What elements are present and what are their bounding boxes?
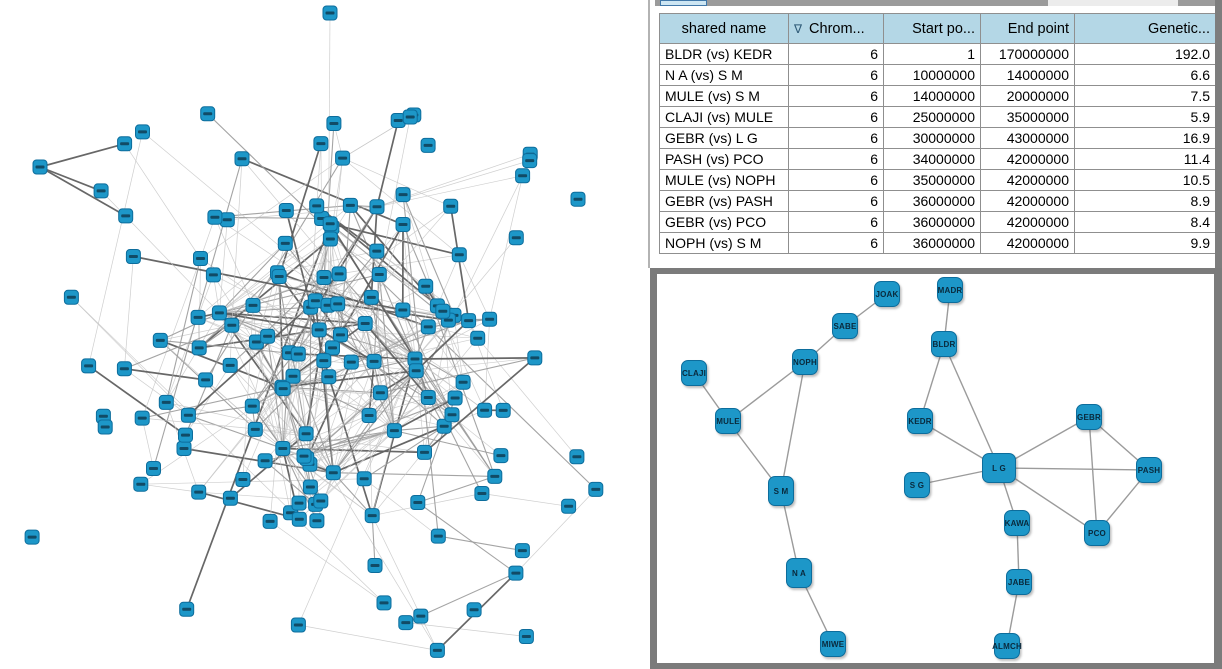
node-label-glyph <box>499 409 508 412</box>
node-label-glyph <box>424 325 433 328</box>
table-cell[interactable]: CLAJI (vs) MULE <box>660 107 789 128</box>
node-label-glyph <box>438 310 447 313</box>
node-label-glyph <box>279 387 288 390</box>
network-edge[interactable] <box>188 415 282 448</box>
table-cell[interactable]: 6 <box>789 44 884 65</box>
table-cell[interactable]: 42000000 <box>981 170 1075 191</box>
node-label-glyph <box>101 426 110 429</box>
node-label-glyph <box>424 396 433 399</box>
column-header-label: End point <box>1007 20 1069 37</box>
table-cell[interactable]: 25000000 <box>884 107 981 128</box>
node-label-glyph <box>574 198 583 201</box>
node-label-glyph <box>238 478 247 481</box>
table-header-row <box>660 14 1216 44</box>
node-label-glyph <box>138 417 147 420</box>
node-label-glyph <box>398 309 407 312</box>
node-label-glyph <box>424 144 433 147</box>
table-cell[interactable]: N A (vs) S M <box>660 65 789 86</box>
node-label-glyph <box>367 296 376 299</box>
node-label-glyph <box>399 223 408 226</box>
node-label-glyph <box>440 425 449 428</box>
node-label-glyph <box>282 209 291 212</box>
node-label-glyph <box>194 491 203 494</box>
subnetwork-panel <box>650 268 1222 669</box>
network-edge[interactable] <box>372 494 482 516</box>
node-label-glyph <box>261 459 270 462</box>
node-label-glyph <box>120 367 129 370</box>
node-label-glyph <box>326 12 335 15</box>
table-cell[interactable]: MULE (vs) NOPH <box>660 170 789 191</box>
table-cell[interactable]: 6 <box>789 65 884 86</box>
node-label-glyph <box>368 514 377 517</box>
table-cell[interactable]: 43000000 <box>981 128 1075 149</box>
table-cell[interactable]: 6 <box>789 149 884 170</box>
table-cell[interactable]: GEBR (vs) PASH <box>660 191 789 212</box>
network-edge[interactable] <box>141 484 199 492</box>
network-edge[interactable] <box>124 369 205 380</box>
network-edge[interactable] <box>416 358 535 371</box>
network-edge[interactable] <box>372 431 394 516</box>
network-edge[interactable] <box>166 259 200 403</box>
node-label-glyph <box>36 166 45 169</box>
node-label-glyph <box>136 483 145 486</box>
network-node-kedr[interactable]: KEDR <box>907 408 933 434</box>
node-label-glyph <box>129 255 138 258</box>
table-row[interactable] <box>660 86 1216 107</box>
node-label-glyph <box>226 364 235 367</box>
table-row[interactable] <box>660 212 1216 233</box>
table-cell[interactable]: 16.9 <box>1075 128 1216 149</box>
node-label-glyph <box>156 339 165 342</box>
node-label-glyph <box>329 122 338 125</box>
node-label-glyph <box>326 238 335 241</box>
node-label-glyph <box>411 358 420 361</box>
network-edge[interactable] <box>438 536 522 551</box>
table-cell[interactable]: 30000000 <box>884 128 981 149</box>
node-label-glyph <box>227 324 236 327</box>
node-label-glyph <box>278 447 287 450</box>
table-cell[interactable]: 6 <box>789 191 884 212</box>
node-label-glyph <box>399 193 408 196</box>
table-cell[interactable]: 6 <box>789 107 884 128</box>
node-label-glyph <box>316 142 325 145</box>
node-label-glyph <box>512 236 521 239</box>
table-cell[interactable]: 36000000 <box>884 233 981 254</box>
node-label-glyph <box>149 467 158 470</box>
node-label-glyph <box>302 432 311 435</box>
node-label-glyph <box>530 356 539 359</box>
node-label-glyph <box>226 497 235 500</box>
node-label-glyph <box>281 242 290 245</box>
node-label-glyph <box>522 635 531 638</box>
network-edge[interactable] <box>364 479 438 536</box>
network-node-kawa[interactable]: KAWA <box>1004 510 1030 536</box>
network-edge[interactable] <box>490 176 523 319</box>
node-label-glyph <box>464 319 473 322</box>
node-label-glyph <box>394 119 403 122</box>
network-node-almch[interactable]: ALMCH <box>994 633 1020 659</box>
table-cell[interactable]: 8.4 <box>1075 212 1216 233</box>
node-label-glyph <box>459 381 468 384</box>
column-header-label: Start po... <box>912 20 975 37</box>
table-row[interactable] <box>660 149 1216 170</box>
filter-funnel-icon[interactable]: ∇ <box>794 21 803 36</box>
table-row[interactable] <box>660 170 1216 191</box>
network-node-na[interactable]: N A <box>786 558 812 588</box>
table-cell[interactable]: 7.5 <box>1075 86 1216 107</box>
node-label-glyph <box>401 621 410 624</box>
table-cell[interactable]: 6 <box>789 212 884 233</box>
network-edge[interactable] <box>437 255 459 306</box>
node-label-glyph <box>451 397 460 400</box>
node-label-glyph <box>477 492 486 495</box>
column-header[interactable] <box>884 14 981 44</box>
table-cell[interactable]: 42000000 <box>981 149 1075 170</box>
node-label-glyph <box>360 477 369 480</box>
node-label-glyph <box>421 285 430 288</box>
table-cell[interactable]: MULE (vs) S M <box>660 86 789 107</box>
node-label-glyph <box>195 346 204 349</box>
node-label-glyph <box>336 333 345 336</box>
network-node-sg[interactable]: S G <box>904 472 930 498</box>
node-label-glyph <box>210 216 219 219</box>
network-node-pash[interactable]: PASH <box>1136 457 1162 483</box>
toolbar-strip <box>655 0 1215 6</box>
column-header[interactable] <box>981 14 1075 44</box>
node-label-glyph <box>84 364 93 367</box>
table-body <box>660 44 1216 254</box>
node-label-glyph <box>320 276 329 279</box>
table-cell[interactable]: 42000000 <box>981 191 1075 212</box>
node-label-glyph <box>251 428 260 431</box>
node-label-glyph <box>194 316 203 319</box>
table-cell[interactable]: GEBR (vs) L G <box>660 128 789 149</box>
node-label-glyph <box>470 608 479 611</box>
node-label-glyph <box>525 159 534 162</box>
network-edge[interactable] <box>364 426 444 479</box>
network-edge[interactable] <box>999 468 1149 470</box>
network-edge[interactable] <box>125 144 201 259</box>
table-row[interactable] <box>660 44 1216 65</box>
table-cell[interactable]: 6 <box>789 86 884 107</box>
node-label-glyph <box>209 273 218 276</box>
node-label-glyph <box>376 391 385 394</box>
table-row[interactable] <box>660 65 1216 86</box>
node-label-glyph <box>371 564 380 567</box>
node-label-glyph <box>319 359 328 362</box>
network-edge[interactable] <box>124 257 133 369</box>
table-cell[interactable]: 34000000 <box>884 149 981 170</box>
table-cell[interactable]: 14000000 <box>981 65 1075 86</box>
network-node-lg[interactable]: L G <box>982 453 1016 483</box>
node-label-glyph <box>433 649 442 652</box>
network-node-sabe[interactable]: SABE <box>832 313 858 339</box>
network-edge[interactable] <box>89 132 143 366</box>
node-label-glyph <box>97 189 106 192</box>
panel-divider[interactable] <box>648 0 650 268</box>
network-node-madr[interactable]: MADR <box>937 277 963 303</box>
network-node-pco[interactable]: PCO <box>1084 520 1110 546</box>
table-row[interactable] <box>660 191 1216 212</box>
node-label-glyph <box>238 157 247 160</box>
node-label-glyph <box>266 520 275 523</box>
network-edge[interactable] <box>40 167 101 191</box>
table-cell[interactable]: 42000000 <box>981 212 1075 233</box>
table-cell[interactable]: BLDR (vs) KEDR <box>660 44 789 65</box>
node-label-glyph <box>121 214 130 217</box>
node-label-glyph <box>326 222 335 225</box>
node-label-glyph <box>328 346 337 349</box>
node-label-glyph <box>252 341 261 344</box>
node-label-glyph <box>406 116 415 119</box>
table-cell[interactable]: 10.5 <box>1075 170 1216 191</box>
node-label-glyph <box>420 451 429 454</box>
table-cell[interactable]: PASH (vs) PCO <box>660 149 789 170</box>
network-edge[interactable] <box>232 159 242 325</box>
node-label-glyph <box>338 157 347 160</box>
column-header[interactable] <box>660 14 789 44</box>
table-cell[interactable]: 1 <box>884 44 981 65</box>
node-label-glyph <box>518 549 527 552</box>
column-header-label: Genetic... <box>1147 20 1210 37</box>
node-label-glyph <box>315 328 324 331</box>
table-cell[interactable]: NOPH (vs) S M <box>660 233 789 254</box>
network-edge[interactable] <box>944 344 999 468</box>
node-label-glyph <box>181 434 190 437</box>
node-label-glyph <box>263 335 272 338</box>
node-label-glyph <box>289 375 298 378</box>
column-header-label: Chrom... <box>809 20 865 37</box>
network-node-mule[interactable]: MULE <box>715 408 741 434</box>
network-node-miwe[interactable]: MIWE <box>820 631 846 657</box>
table-cell[interactable]: 6 <box>789 170 884 191</box>
table-cell[interactable]: GEBR (vs) PCO <box>660 212 789 233</box>
node-label-glyph <box>138 130 147 133</box>
network-edge[interactable] <box>142 418 306 434</box>
table-cell[interactable]: 192.0 <box>1075 44 1216 65</box>
table-cell[interactable]: 6 <box>789 233 884 254</box>
node-label-glyph <box>347 361 356 364</box>
table-cell[interactable]: 42000000 <box>981 233 1075 254</box>
node-label-glyph <box>416 615 425 618</box>
network-node-joak[interactable]: JOAK <box>874 281 900 307</box>
node-label-glyph <box>99 415 108 418</box>
node-label-glyph <box>518 174 527 177</box>
node-label-glyph <box>162 401 171 404</box>
table-cell[interactable]: 14000000 <box>884 86 981 107</box>
node-label-glyph <box>294 624 303 627</box>
node-label-glyph <box>184 414 193 417</box>
tab-chip[interactable] <box>660 0 707 6</box>
table-cell[interactable]: 20000000 <box>981 86 1075 107</box>
table-row[interactable] <box>660 128 1216 149</box>
node-label-glyph <box>182 608 191 611</box>
table-header <box>660 14 1216 44</box>
node-label-glyph <box>294 353 303 356</box>
table-row[interactable] <box>660 233 1216 254</box>
network-edge[interactable] <box>516 489 596 573</box>
table-cell[interactable]: 8.9 <box>1075 191 1216 212</box>
node-label-glyph <box>511 572 520 575</box>
table-cell[interactable]: 36000000 <box>884 191 981 212</box>
network-node-jabe[interactable]: JABE <box>1006 569 1032 595</box>
node-label-glyph <box>120 142 129 145</box>
table-cell[interactable]: 6.6 <box>1075 65 1216 86</box>
node-label-glyph <box>365 414 374 417</box>
node-label-glyph <box>444 319 453 322</box>
node-label-glyph <box>446 205 455 208</box>
node-label-glyph <box>223 218 232 221</box>
node-label-glyph <box>329 471 338 474</box>
node-label-glyph <box>249 304 258 307</box>
node-label-glyph <box>496 454 505 457</box>
column-header-label: shared name <box>681 20 767 37</box>
network-edge[interactable] <box>406 623 527 637</box>
node-label-glyph <box>196 257 205 260</box>
table-cell[interactable]: 35000000 <box>884 170 981 191</box>
node-label-glyph <box>67 296 76 299</box>
node-label-glyph <box>455 253 464 256</box>
node-label-glyph <box>248 405 257 408</box>
node-label-glyph <box>311 299 320 302</box>
column-header[interactable] <box>1075 14 1216 44</box>
node-label-glyph <box>316 500 325 503</box>
node-label-glyph <box>275 275 284 278</box>
edge-attribute-table <box>659 13 1216 254</box>
table-cell[interactable]: 36000000 <box>884 212 981 233</box>
network-node-gebr[interactable]: GEBR <box>1076 404 1102 430</box>
node-label-glyph <box>413 501 422 504</box>
node-label-glyph <box>180 447 189 450</box>
node-label-glyph <box>28 536 37 539</box>
node-label-glyph <box>203 112 212 115</box>
node-label-glyph <box>373 205 382 208</box>
table-row[interactable] <box>660 107 1216 128</box>
node-label-glyph <box>485 318 494 321</box>
node-label-glyph <box>564 505 573 508</box>
table-cell[interactable]: 10000000 <box>884 65 981 86</box>
node-label-glyph <box>201 378 210 381</box>
network-node-claji[interactable]: CLAJI <box>681 360 707 386</box>
network-edge[interactable] <box>142 418 153 468</box>
node-label-glyph <box>375 273 384 276</box>
node-label-glyph <box>591 488 600 491</box>
node-label-glyph <box>306 486 315 489</box>
node-label-glyph <box>434 535 443 538</box>
node-label-glyph <box>370 360 379 363</box>
table-cell[interactable]: 6 <box>789 128 884 149</box>
node-label-glyph <box>300 455 309 458</box>
node-label-glyph <box>473 337 482 340</box>
subnetwork-canvas[interactable] <box>657 274 1214 663</box>
node-label-glyph <box>324 375 333 378</box>
table-cell[interactable]: 9.9 <box>1075 233 1216 254</box>
scrollbar-thumb[interactable] <box>1048 0 1178 6</box>
window-right-edge <box>1215 0 1222 268</box>
network-edge[interactable] <box>40 144 125 167</box>
network-edge[interactable] <box>1089 417 1097 533</box>
node-label-glyph <box>390 429 399 432</box>
network-edge[interactable] <box>40 167 126 216</box>
network-edge[interactable] <box>781 362 805 491</box>
node-label-glyph <box>372 250 381 253</box>
node-label-glyph <box>480 409 489 412</box>
node-label-glyph <box>448 413 457 416</box>
node-label-glyph <box>380 601 389 604</box>
table-panel <box>655 0 1222 268</box>
node-label-glyph <box>361 322 370 325</box>
table-cell[interactable]: 11.4 <box>1075 149 1216 170</box>
column-header[interactable] <box>789 14 884 44</box>
node-label-glyph <box>312 204 321 207</box>
node-label-glyph <box>412 369 421 372</box>
network-node-bldr[interactable]: BLDR <box>931 331 957 357</box>
node-label-glyph <box>215 311 224 314</box>
network-edge[interactable] <box>298 625 437 650</box>
network-node-noph[interactable]: NOPH <box>792 349 818 375</box>
table-cell[interactable]: 170000000 <box>981 44 1075 65</box>
node-label-glyph <box>572 455 581 458</box>
node-label-glyph <box>490 475 499 478</box>
node-label-glyph <box>346 204 355 207</box>
network-edge[interactable] <box>482 494 569 507</box>
network-node-sm[interactable]: S M <box>768 476 794 506</box>
node-label-glyph <box>295 518 304 521</box>
network-edge[interactable] <box>372 516 437 651</box>
node-label-glyph <box>335 272 344 275</box>
table-cell[interactable]: 35000000 <box>981 107 1075 128</box>
node-label-glyph <box>295 502 304 505</box>
network-edge[interactable] <box>415 358 535 359</box>
node-label-glyph <box>333 302 342 305</box>
node-label-glyph <box>312 519 321 522</box>
table-cell[interactable]: 5.9 <box>1075 107 1216 128</box>
